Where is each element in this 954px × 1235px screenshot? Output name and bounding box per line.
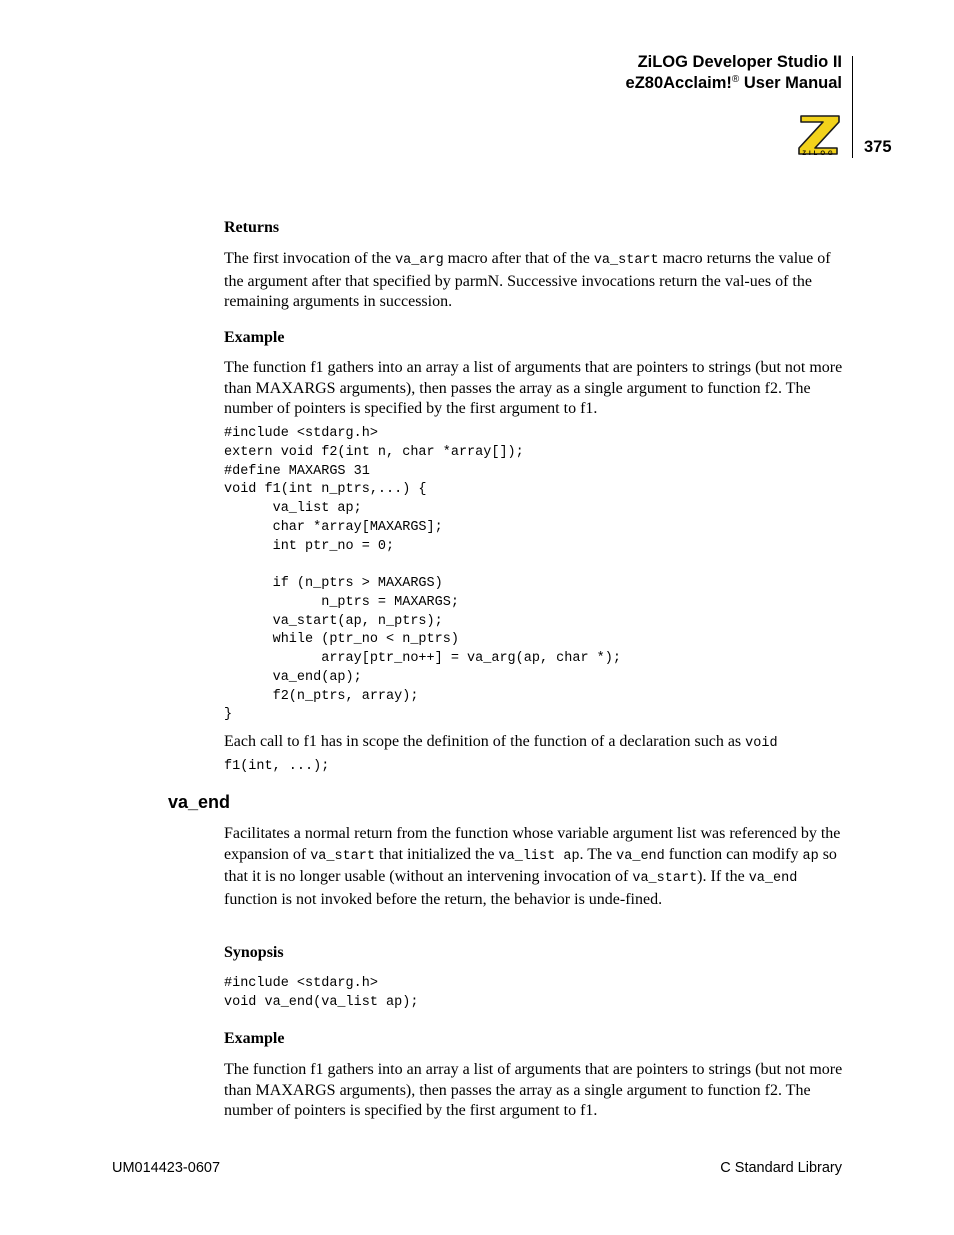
returns-paragraph: The first invocation of the va_arg macro after that of the va_start macro returns the value of the argument after that specified by parmN. Successive invocations return the val-ues of the remaining arguments in succession.: [224, 250, 831, 310]
example-heading: Example: [224, 329, 285, 346]
page-number: 375: [864, 138, 892, 156]
inline-code: void: [745, 736, 778, 751]
section-heading-va-end: va_end: [168, 792, 231, 812]
inline-code: va_start: [310, 848, 376, 864]
example-paragraph-2: The function f1 gathers into an array a list of arguments that are pointers to strings (but not more than MAXARGS arguments), then passes the array as a single argument to function f2. The number of pointers is specified by the first argument to f1.: [224, 1061, 843, 1119]
va-end-description: Facilitates a normal return from the function whose variable argument list was referenced by the expansion of va_start that initialized the va_list ap. The va_end function can modify ap so that it is no longer usable (without an intervening invocation of va_start). If the va_end function is not invoked before the return, the behavior is unde-fined.: [224, 825, 841, 908]
inline-code: f1(int, ...);: [224, 758, 330, 774]
manual-title: [626, 52, 842, 94]
inline-code: va_start: [632, 871, 698, 886]
document-id: UM014423-0607: [112, 1160, 221, 1176]
inline-code: va_list ap: [498, 848, 580, 864]
inline-code: va_end: [748, 871, 798, 886]
declaration-paragraph: Each call to f1 has in scope the definition of the function of a declaration such as void f1(int, ...);: [224, 733, 778, 774]
synopsis-heading: Synopsis: [224, 944, 284, 961]
header-divider: [852, 56, 853, 158]
example-heading-2: Example: [224, 1030, 285, 1047]
manual-type: User Manual: [739, 74, 842, 92]
inline-code: va_start: [593, 253, 659, 268]
code-block: #include <stdarg.h> extern void f2(int n, char *array[]); #define MAXARGS 31 void f1(int n_ptrs,...) { va_list ap; char *array[MAXARGS]; int ptr_no = 0; if (n_ptrs > MAXARGS) n_ptrs = MAXARGS; va_start(ap, n_ptrs); while (ptr_no < n_ptrs) array[ptr_no++] = va_arg(ap, char *); va_end(ap); f2(n_ptrs, array); }: [224, 426, 621, 723]
synopsis-code-block: #include <stdarg.h> void va_end(va_list ap);: [224, 976, 419, 1010]
returns-heading: Returns: [224, 219, 280, 236]
chapter-name: C Standard Library: [720, 1160, 842, 1176]
inline-code: va_end: [616, 848, 665, 864]
product-name: eZ80Acclaim!: [625, 74, 732, 92]
logo-wordmark: ZILOG: [802, 151, 836, 157]
manual-title-line1: ZiLOG Developer Studio II: [637, 53, 842, 71]
example-paragraph: The function f1 gathers into an array a list of arguments that are pointers to strings (but not more than MAXARGS arguments), then passes the array as a single argument to function f2. The number of pointers is specified by the first argument to f1.: [224, 359, 843, 417]
inline-code: ap: [802, 848, 819, 864]
manual-title-line2: [626, 73, 842, 94]
registered-mark: ®: [731, 74, 740, 85]
inline-code: va_arg: [395, 253, 444, 268]
